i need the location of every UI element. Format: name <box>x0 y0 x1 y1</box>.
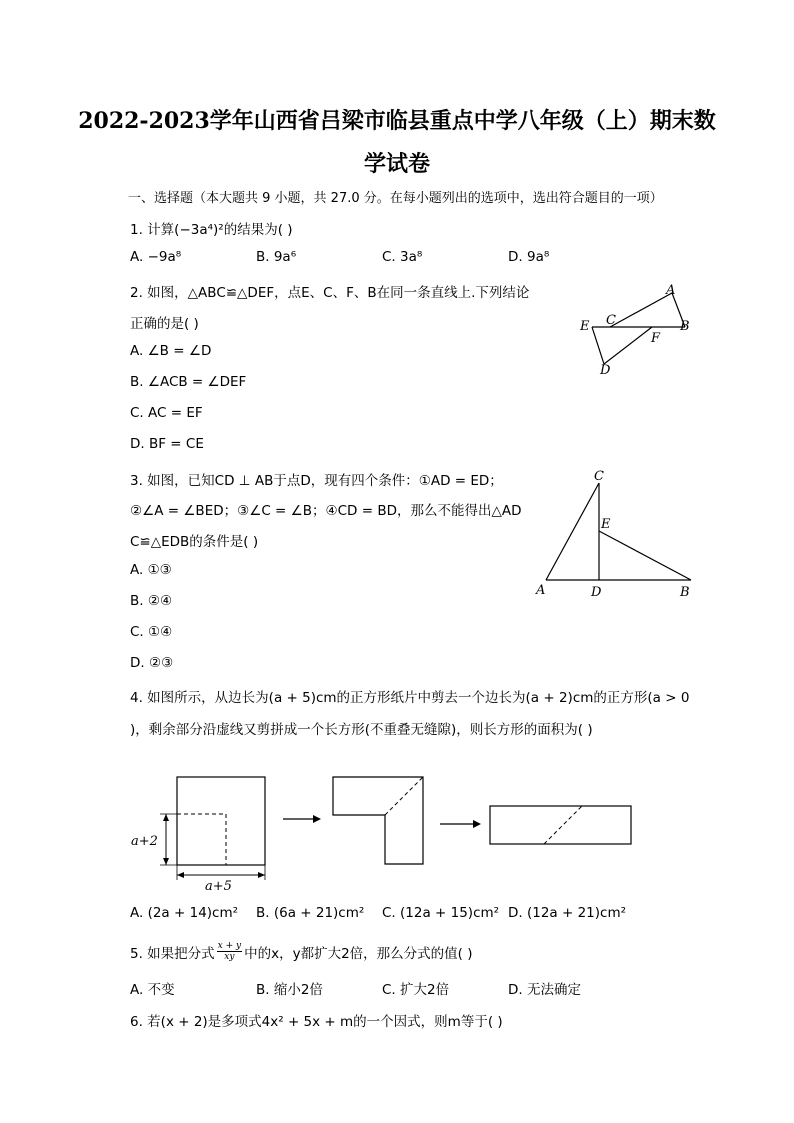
q4-label-a-plus-2: a+2 <box>131 834 158 849</box>
q4-option-b: B. (6a + 21)cm² <box>256 905 365 921</box>
page-title-line1: 2022-2023学年山西省吕梁市临县重点中学八年级（上）期末数 <box>78 108 716 134</box>
q3-option-c: C. ①④ <box>130 624 173 640</box>
q2-stem-line2: 正确的是( ) <box>130 316 199 332</box>
q1-stem: 1. 计算(−3a⁴)²的结果为( ) <box>130 222 293 238</box>
q1-option-a: A. −9a⁸ <box>130 249 182 265</box>
q2-label-f: F <box>651 331 661 346</box>
q3-triangles-figure <box>528 466 698 604</box>
q5-option-b: B. 缩小2倍 <box>256 982 323 998</box>
q5-stem-pre: 5. 如果把分式 <box>130 945 215 962</box>
q4-label-a-plus-5: a+5 <box>205 879 232 894</box>
q3-option-d: D. ②③ <box>130 655 174 671</box>
q4-cut-paste-figure <box>125 770 645 895</box>
q2-stem-line1: 2. 如图，△ABC≌△DEF，点E、C、F、B在同一条直线上.下列结论 <box>130 285 530 301</box>
q2-option-b: B. ∠ACB = ∠DEF <box>130 374 247 390</box>
q4-stem-line2: )，剩余部分沿虚线又剪拼成一个长方形(不重叠无缝隙)，则长方形的面积为( ) <box>130 722 593 738</box>
q3-label-e: E <box>601 517 611 532</box>
q5-option-a: A. 不变 <box>130 982 175 998</box>
q4-l-shape-cut-line <box>385 777 423 815</box>
q3-line-ac <box>546 483 599 580</box>
q2-label-b: B <box>680 319 690 334</box>
q3-label-b: B <box>680 585 690 600</box>
section-header: 一、选择题（本大题共 9 小题，共 27.0 分。在每小题列出的选项中，选出符合题目的一项） <box>128 191 663 206</box>
q3-line-eb <box>599 531 691 580</box>
q2-option-a: A. ∠B = ∠D <box>130 343 212 359</box>
q4-dim-arrow-right <box>258 872 265 878</box>
q4-arrow-1-head <box>313 815 321 823</box>
q2-label-d: D <box>600 363 611 378</box>
q4-option-a: A. (2a + 14)cm² <box>130 905 239 921</box>
page-title-line2: 学试卷 <box>363 151 430 177</box>
q5-option-c: C. 扩大2倍 <box>382 982 450 998</box>
q3-label-c: C <box>594 469 604 484</box>
q1-option-b: B. 9a⁶ <box>256 249 297 265</box>
q3-label-a: A <box>536 583 546 598</box>
q4-dim-arrow-left <box>177 872 184 878</box>
q4-option-d: D. (12a + 21)cm² <box>508 905 627 921</box>
q5-fraction-denominator: xy <box>224 952 235 962</box>
q3-stem-line3: C≌△EDB的条件是( ) <box>130 534 259 550</box>
q2-label-e: E <box>580 319 590 334</box>
q2-option-c: C. AC = EF <box>130 405 203 421</box>
q4-big-square <box>177 777 265 865</box>
q1-option-c: C. 3a⁸ <box>382 249 423 265</box>
q6-stem: 6. 若(x + 2)是多项式4x² + 5x + m的一个因式，则m等于( ) <box>130 1014 503 1030</box>
q3-stem-line2: ②∠A = ∠BED；③∠C = ∠B；④CD = BD，那么不能得出△AD <box>130 503 522 519</box>
q2-option-d: D. BF = CE <box>130 436 204 452</box>
q4-rectangle-seam <box>544 806 582 844</box>
q3-label-d: D <box>591 585 602 600</box>
q4-rectangle <box>490 806 631 844</box>
q5-stem <box>130 941 473 962</box>
q4-dim-arrow-up <box>163 814 169 821</box>
q4-arrow-2-head <box>473 820 481 828</box>
q2-triangle-def <box>592 327 652 364</box>
q4-dim-arrow-down <box>163 858 169 865</box>
q3-option-a: A. ①③ <box>130 562 172 578</box>
q4-option-c: C. (12a + 15)cm² <box>382 905 500 921</box>
q1-option-d: D. 9a⁸ <box>508 249 550 265</box>
q4-l-shape <box>333 777 423 864</box>
q2-triangle-abc <box>610 293 685 327</box>
q4-inner-square-dashed <box>177 814 226 865</box>
q5-option-d: D. 无法确定 <box>508 982 581 998</box>
q4-stem-line1: 4. 如图所示，从边长为(a + 5)cm的正方形纸片中剪去一个边长为(a + 2)cm的正方形(a > 0 <box>130 690 690 706</box>
q5-fraction <box>217 941 242 962</box>
q3-stem-line1: 3. 如图，已知CD ⊥ AB于点D，现有四个条件：①AD = ED； <box>130 473 503 489</box>
q2-triangles-figure <box>570 280 700 380</box>
q5-fraction-numerator: x + y <box>217 941 242 951</box>
q3-option-b: B. ②④ <box>130 593 173 609</box>
q2-label-a: A <box>666 283 676 298</box>
q2-label-c: C <box>606 313 616 328</box>
q5-stem-post: 中的x，y都扩大2倍，那么分式的值( ) <box>244 945 473 962</box>
